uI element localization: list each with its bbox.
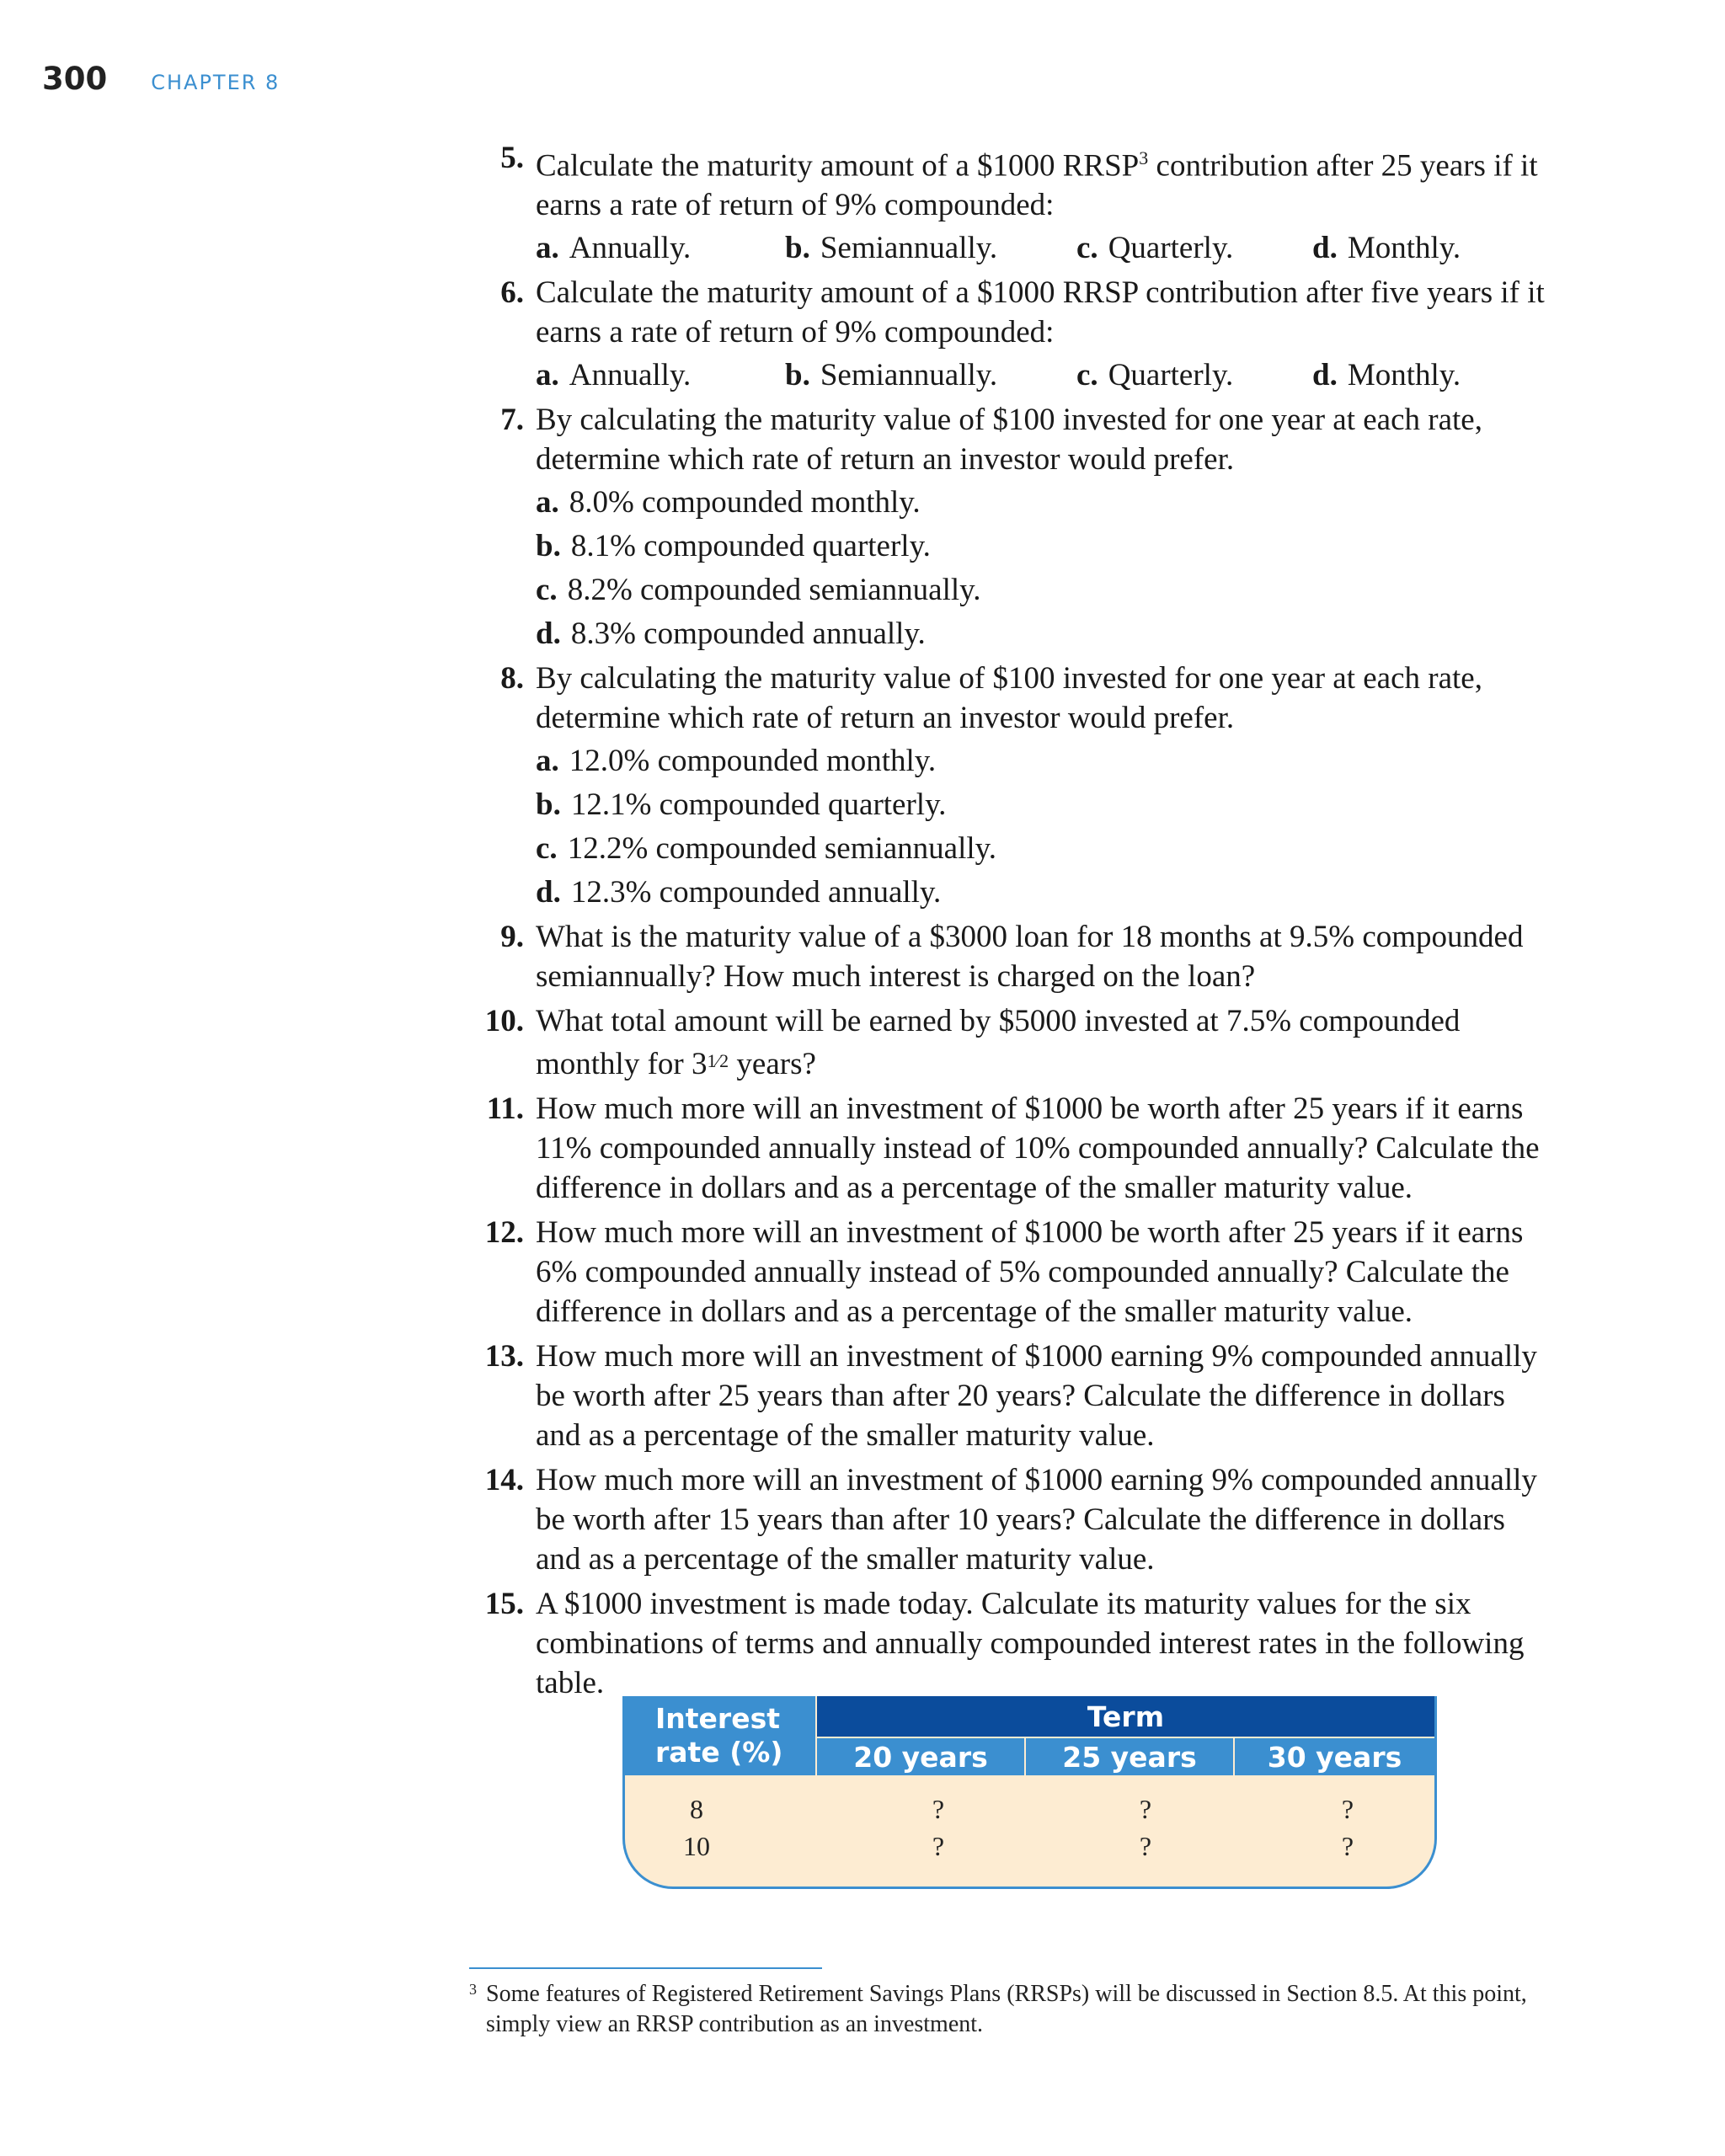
sub-question: c. 12.2% compounded semiannually.: [536, 831, 997, 867]
page-header: [42, 61, 280, 97]
problem-text: How much more will an investment of $1000 earning 9% compounded annually be worth after 15 years than after 10 years? Calculate the difference in dollars and as a percentage of the smaller maturity value.: [536, 1463, 1537, 1577]
problem-number: 12.: [484, 1215, 524, 1251]
sub-question-row: [536, 355, 1557, 395]
problem-text: How much more will an investment of $1000 be worth after 25 years if it earns 11% compounded annually instead of 10% compounded annually? Calculate the difference in dollars and as a percentage of the smaller maturity value.: [536, 1091, 1540, 1206]
sub-question: a. Annually.: [536, 358, 692, 393]
sub-question-list: [536, 483, 1557, 654]
problem-7: [487, 400, 1557, 654]
problem-text: What is the maturity value of a $3000 loan for 18 months at 9.5% compounded semiannually? How much interest is charged on the loan?: [536, 920, 1524, 995]
page-number: 300: [42, 61, 108, 97]
problem-text: What total amount will be earned by $5000 invested at 7.5% compounded monthly for $3^{1⁄2}$ years?: [536, 1004, 1461, 1082]
footnote: [469, 1979, 1556, 2040]
footnote-divider: [469, 1967, 822, 1969]
sub-question: a. 8.0% compounded monthly.: [536, 485, 921, 520]
problem-text: By calculating the maturity value of $100 invested for one year at each rate, determine which rate of return an investor would prefer.: [536, 661, 1482, 736]
problem-11: [487, 1089, 1557, 1208]
problem-12: [484, 1213, 1557, 1331]
table-cell: ?: [932, 1794, 945, 1824]
problem-list: [484, 138, 1557, 1708]
rate-cell: 10: [683, 1831, 710, 1861]
sub-question: b. Semiannually.: [785, 231, 998, 266]
column-header: 25 years: [1026, 1738, 1233, 1775]
term-header: Term: [817, 1696, 1434, 1737]
sub-question: b. 12.1% compounded quarterly.: [536, 787, 947, 823]
footnote-mark: 3: [469, 1981, 477, 1998]
problem-text: By calculating the maturity value of $100 invested for one year at each rate, determine which rate of return an investor would prefer.: [536, 403, 1482, 478]
problem-number: 9.: [500, 920, 524, 955]
sub-question: a. 12.0% compounded monthly.: [536, 744, 937, 779]
problem-text: Calculate the maturity amount of a $1000 RRSP contribution after five years if it earns a rate of return of 9% compounded:: [536, 275, 1545, 350]
maturity-table: [622, 1696, 1437, 1889]
problem-number: 8.: [500, 661, 524, 696]
problem-number: 11.: [486, 1091, 524, 1127]
problem-10: [484, 1001, 1557, 1084]
sub-question: c. Quarterly.: [1076, 231, 1234, 266]
sub-question: d. Monthly.: [1312, 358, 1461, 393]
table-cell: ?: [1341, 1831, 1354, 1861]
table-cell: ?: [1139, 1794, 1152, 1824]
problem-text: How much more will an investment of $1000 be worth after 25 years if it earns 6% compounded annually instead of 5% compounded annually? Calculate the difference in dollars and as a percentage of the smaller maturity value.: [536, 1215, 1524, 1330]
problem-14: [484, 1460, 1557, 1579]
problem-9: [487, 917, 1557, 996]
sub-question: b. 8.1% compounded quarterly.: [536, 529, 931, 564]
rate-cell: 8: [690, 1794, 703, 1824]
problem-15: [484, 1584, 1557, 1703]
table-cell: ?: [932, 1831, 945, 1861]
footnote-text: Some features of Registered Retirement Savings Plans (RRSPs) will be discussed in Section 8.5. At this point, simply view an RRSP contribution as an investment.: [486, 1981, 1527, 2037]
sub-question-row: [536, 228, 1557, 268]
sub-question: d. 8.3% compounded annually.: [536, 616, 926, 652]
interest-rate-header: Interest rate (%): [625, 1696, 815, 1775]
sub-question: d. Monthly.: [1312, 231, 1461, 266]
problem-8: [487, 659, 1557, 912]
problem-number: 14.: [484, 1463, 524, 1498]
table-cell: ?: [1139, 1831, 1152, 1861]
problem-number: 10.: [484, 1004, 524, 1039]
sub-question: c. Quarterly.: [1076, 358, 1234, 393]
sub-question: c. 8.2% compounded semiannually.: [536, 573, 981, 608]
problem-number: 5.: [500, 141, 524, 175]
fraction: 1⁄2: [707, 1050, 729, 1072]
sub-question-list: [536, 741, 1557, 912]
sub-question: d. 12.3% compounded annually.: [536, 875, 942, 910]
problem-text: Calculate the maturity amount of a $1000 RRSP$^3$ contribution after 25 years if it earns a rate of return of 9% compounded:: [536, 147, 1538, 223]
sub-question: a. Annually.: [536, 231, 692, 266]
problem-text: A $1000 investment is made today. Calculate its maturity values for the six combinations of terms and annually compounded interest rates in the following table.: [536, 1587, 1525, 1701]
sub-question: b. Semiannually.: [785, 358, 998, 393]
problem-6: [487, 273, 1557, 395]
problem-5: [487, 138, 1557, 268]
problem-text: How much more will an investment of $1000 earning 9% compounded annually be worth after 25 years than after 20 years? Calculate the difference in dollars and as a percentage of the smaller maturity value.: [536, 1339, 1537, 1454]
column-header: 30 years: [1235, 1738, 1434, 1775]
table-cell: ?: [1341, 1794, 1354, 1824]
column-header: 20 years: [817, 1738, 1024, 1775]
problem-number: 7.: [500, 403, 524, 438]
footnote-reference[interactable]: 3: [1139, 147, 1149, 168]
chapter-label: CHAPTER 8: [151, 71, 280, 94]
problem-number: 13.: [484, 1339, 524, 1374]
problem-number: 15.: [484, 1587, 524, 1622]
problem-number: 6.: [500, 275, 524, 311]
problem-13: [484, 1337, 1557, 1455]
